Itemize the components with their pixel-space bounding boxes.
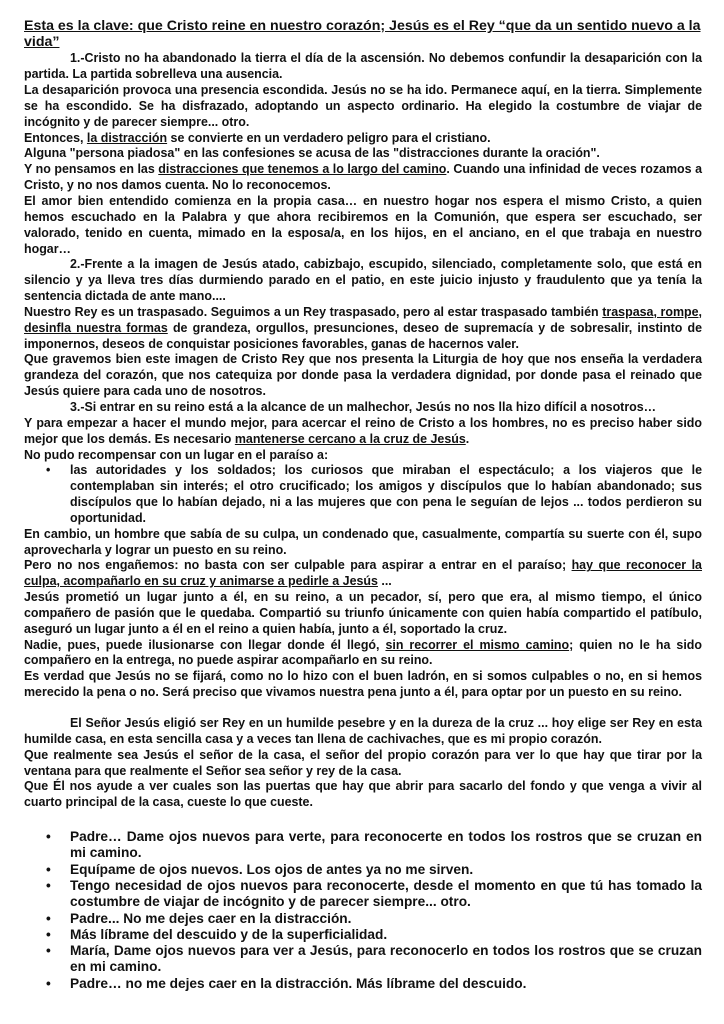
spacer	[24, 701, 702, 716]
prayer-list	[24, 829, 702, 992]
paragraph: Entonces, la distracción se convierte en un verdadero peligro para el cristiano.	[24, 130, 491, 145]
underlined-phrase: traspasa, rompe, desinfla nuestra formas	[24, 304, 702, 335]
underlined-phrase: mantenerse cercano a la cruz de Jesús	[234, 431, 466, 446]
prayer-item: • Tengo necesidad de ojos nuevos para reconocerte, desde el momento en que tú has tomado la costumbre de viajar de incógnito y de parecer siempre... otro.	[70, 878, 702, 911]
paragraph: Que gravemos bien este imagen de Cristo Rey que nos presenta la Liturgia de hoy que nos enseña la verdadera grandeza del corazón, que nos catequiza por donde pasa la verdadera dignidad, por donde pasa el reinado que Jesús quiere para cada uno de nosotros.	[24, 352, 702, 399]
list-item: • las autoridades y los soldados; los curiosos que miraban el espectáculo; a los viajeros que le contemplaban sin interés; el otro crucificado; los amigos y discípulos que lo habían abandonado; sus discípulos que lo habían dejado, ni a las mujeres que con pena le seguían de lejos ... todos perdieron su oportunidad.	[70, 463, 702, 526]
prayer-item: • Padre… Dame ojos nuevos para verte, para reconocerte en todos los rostros que se cruzan en mi camino.	[70, 829, 702, 862]
paragraph: 1.-Cristo no ha abandonado la tierra el día de la ascensión. No debemos confundir la desaparición con la partida. La partida sobrelleva una ausencia.	[24, 51, 702, 82]
paragraph: No pudo recompensar con un lugar en el paraíso a:	[24, 447, 329, 462]
underlined-phrase: sin recorrer el mismo camino	[385, 637, 570, 652]
underlined-phrase: hay que reconocer la culpa, acompañarlo en su cruz y animarse a pedirle a Jesús	[24, 558, 702, 589]
document-body	[24, 51, 702, 992]
document-title: Esta es la clave: que Cristo reine en nuestro corazón; Jesús es el Rey “que da un sentido nuevo a la vida”	[24, 18, 701, 51]
paragraph: Alguna "persona piadosa" en las confesiones se acusa de las "distracciones durante la oración".	[24, 146, 600, 161]
underlined-phrase: la distracción	[86, 130, 168, 145]
bullet-list	[24, 463, 702, 526]
prayer-item: • María, Dame ojos nuevos para ver a Jesús, para reconocerlo en todos los rostros que se cruzan en mi camino.	[70, 943, 702, 976]
paragraph: Nuestro Rey es un traspasado. Seguimos a un Rey traspasado, pero al estar traspasado también traspasa, rompe, desinfla nuestra formas de grandeza, orgullos, presunciones, deseo de supremacía y de sobresalir, instinto de imponernos, deseos de conquistar posiciones favorables, ganas de hacernos valer.	[24, 304, 703, 351]
prayer-item: • Padre... No me dejes caer en la distracción.	[70, 911, 702, 927]
paragraph: El Señor Jesús eligió ser Rey en un humilde pesebre y en la dureza de la cruz ... hoy elige ser Rey en esta humilde casa, en esta sencilla casa y a veces tan llena de cachivaches, que es mi propio corazón.	[24, 716, 702, 746]
paragraph: En cambio, un hombre que sabía de su culpa, un condenado que, casualmente, compartía su suerte con él, supo aprovecharla y lograr un puesto en su reino.	[24, 526, 702, 557]
prayer-item: • Padre… no me dejes caer en la distracción. Más líbrame del descuido.	[70, 976, 702, 992]
paragraph: La desaparición provoca una presencia escondida. Jesús no se ha ido. Permanece aquí, en la tierra. Simplemente se ha escondido. Se ha disfrazado, adoptando un aspecto ordinario. Ha elegido la costumbre de viajar de incógnito y de parecer siempre... otro.	[24, 83, 702, 129]
prayer-item: • Equípame de ojos nuevos. Los ojos de antes ya no me sirven.	[70, 862, 702, 878]
paragraph: Es verdad que Jesús no se fijará, como no lo hizo con el buen ladrón, en si somos culpables o no, en si hemos merecido la pena o no. Será preciso que vivamos nuestra pena junto a él, para optar por un puesto en su reino.	[24, 669, 702, 700]
paragraph: Y no pensamos en las distracciones que tenemos a lo largo del camino. Cuando una infinidad de veces rozamos a Cristo, y no nos damos cuenta. No lo reconocemos.	[24, 162, 702, 193]
paragraph: 3.-Si entrar en su reino está a la alcance de un malhechor, Jesús no nos lla hizo difícil a nosotros…	[70, 399, 657, 414]
paragraph: Nadie, pues, puede ilusionarse con llegar donde él llegó, sin recorrer el mismo camino; quien no le ha sido compañero en la entrega, no puede aspirar acompañarlo en su reino.	[24, 637, 702, 668]
paragraph: Jesús prometió un lugar junto a él, en su reino, a un pecador, sí, pero que era, al mismo tiempo, el único compañero de pasión que le quedaba. Compartió su triunfo únicamente con quien había compartido el patíbulo, aseguró un lugar junto a él en el reino a quien había, junto a él, soportado la cruz.	[24, 590, 702, 636]
paragraph: Y para empezar a hacer el mundo mejor, para acercar el reino de Cristo a los hombres, no es preciso haber sido mejor que los demás. Es necesario mantenerse cercano a la cruz de Jesús.	[24, 415, 702, 446]
paragraph: El amor bien entendido comienza en la propia casa… en nuestro hogar nos espera el mismo Cristo, a quien hemos escuchado en la Palabra y que ahora recibiremos en la Comunión, que espera ser escuchado, ser valorado, tenido en cuenta, mimado en la esposa/a, en los hijos, en el anciano, en el que trabaja en nuestro hogar…	[24, 194, 702, 256]
underlined-phrase: distracciones que tenemos a lo largo del camino	[158, 162, 447, 177]
paragraph: Pero no nos engañemos: no basta con ser culpable para aspirar a entrar en el paraíso; hay que reconocer la culpa, acompañarlo en su cruz y animarse a pedirle a Jesús ...	[24, 558, 702, 589]
paragraph: 2.-Frente a la imagen de Jesús atado, cabizbajo, escupido, silenciado, completamente solo, que está en silencio y ya lleva tres días durmiendo parado en el patio, en este juicio injusto y fraudulento que ya tenía la sentencia dictada de ante mano....	[24, 257, 702, 304]
paragraph: Que realmente sea Jesús el señor de la casa, el señor del propio corazón para ver lo que hay que tirar por la ventana para que realmente el Señor sea señor y rey de la casa.	[24, 747, 702, 778]
prayer-item: • Más líbrame del descuido y de la superficialidad.	[70, 927, 702, 943]
paragraph: Que Él nos ayude a ver cuales son las puertas que hay que abrir para sacarlo del fondo y que venga a vivir al cuarto principal de la casa, cueste lo que cueste.	[24, 779, 702, 810]
spacer	[24, 811, 702, 829]
